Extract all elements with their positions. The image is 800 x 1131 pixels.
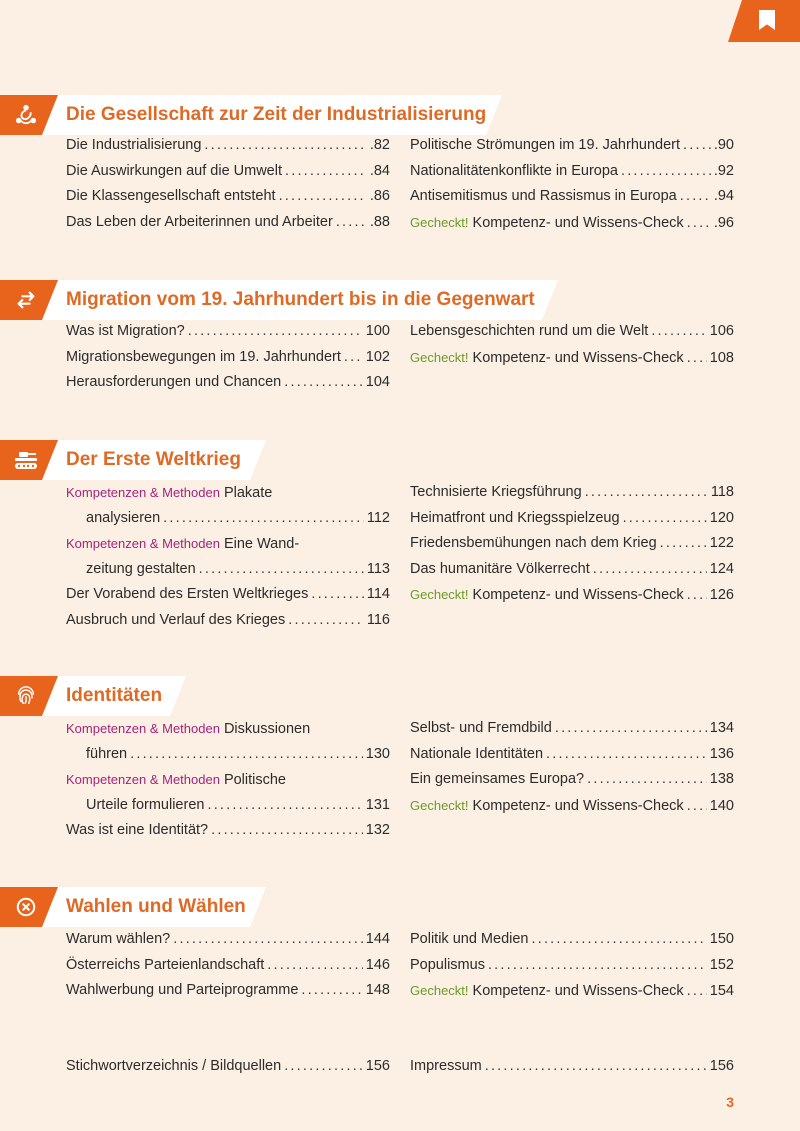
toc-entry[interactable]: führen ..... 130: [66, 742, 390, 768]
toc-entry-method[interactable]: Kompetenzen & Methoden Politische: [66, 772, 286, 789]
bookmark-tab[interactable]: [728, 0, 800, 42]
toc-entry[interactable]: Der Vorabend des Ersten Weltkrieges ..... 114: [66, 582, 390, 608]
toc-entry[interactable]: Technisierte Kriegsführung ..... 118: [410, 480, 734, 506]
kompetenzen-tag: Kompetenzen & Methoden: [66, 536, 220, 552]
gecheckt-tag: Gecheckt!: [410, 587, 469, 603]
toc-entry[interactable]: Österreichs Parteienlandschaft ..... 146: [66, 953, 390, 979]
toc-entry-impressum[interactable]: Impressum ..... 156: [410, 1054, 734, 1080]
toc-entry[interactable]: Das Leben der Arbeiterinnen und Arbeiter ..... .88: [66, 210, 390, 236]
fingerprint-icon: [14, 684, 38, 708]
toc-entry[interactable]: Was ist Migration? ..... 100: [66, 319, 390, 345]
section-migration: [0, 280, 800, 391]
toc-entry[interactable]: Populismus ..... 152: [410, 953, 734, 979]
section-title: Der Erste Weltkrieg: [66, 449, 241, 470]
toc-entry[interactable]: Urteile formulieren ..... 131: [66, 793, 390, 819]
toc-entry-index[interactable]: Stichwortverzeichnis / Bildquellen ..... 156: [66, 1054, 390, 1080]
section-wahlen: [0, 887, 800, 1000]
toc-entry-check[interactable]: Gecheckt! Kompetenz- und Wissens-Check ..... .96: [410, 210, 734, 236]
section-title: Die Gesellschaft zur Zeit der Industrialisierung: [66, 104, 487, 125]
section-header: [0, 95, 800, 135]
toc-entry[interactable]: Herausforderungen und Chancen ..... 104: [66, 370, 390, 396]
bookmark-icon: [759, 10, 775, 30]
toc-entry-check[interactable]: Gecheckt! Kompetenz- und Wissens-Check ..... 140: [410, 793, 734, 819]
toc-entry[interactable]: Das humanitäre Völkerrecht ..... 124: [410, 557, 734, 583]
toc-entry-method[interactable]: Kompetenzen & Methoden Plakate: [66, 485, 273, 501]
arrows-exchange-icon: [14, 288, 38, 312]
toc-entry[interactable]: Warum wählen? ..... 144: [66, 927, 390, 953]
toc-entry[interactable]: Politische Strömungen im 19. Jahrhundert ..... .90: [410, 133, 734, 159]
toc-entry[interactable]: Selbst- und Fremdbild ..... 134: [410, 716, 734, 742]
section-header: [0, 280, 800, 320]
gecheckt-tag: Gecheckt!: [410, 983, 469, 999]
toc-entry[interactable]: Antisemitismus und Rassismus in Europa ..... .94: [410, 184, 734, 210]
section-header: [0, 440, 800, 480]
kompetenzen-tag: Kompetenzen & Methoden: [66, 772, 220, 788]
toc-entry[interactable]: Heimatfront und Kriegsspielzeug ..... 120: [410, 506, 734, 532]
kompetenzen-tag: Kompetenzen & Methoden: [66, 721, 220, 736]
section-title: Wahlen und Wählen: [66, 896, 246, 917]
section-weltkrieg: [0, 440, 800, 628]
section-header: [0, 676, 800, 716]
gecheckt-tag: Gecheckt!: [410, 797, 469, 813]
toc-entry[interactable]: Die Industrialisierung ..... .82: [66, 133, 390, 159]
section-identitaeten: [0, 676, 800, 839]
toc-entry-check[interactable]: Gecheckt! Kompetenz- und Wissens-Check ..... 126: [410, 582, 734, 608]
toc-entry[interactable]: Ausbruch und Verlauf des Krieges ..... 116: [66, 608, 390, 634]
toc-entry[interactable]: zeitung gestalten ..... 113: [66, 557, 390, 583]
toc-entry-check[interactable]: Gecheckt! Kompetenz- und Wissens-Check ..... 108: [410, 345, 734, 371]
toc-entry[interactable]: Wahlwerbung und Parteiprogramme ..... 148: [66, 978, 390, 1004]
kompetenzen-tag: Kompetenzen & Methoden: [66, 485, 220, 500]
section-title: Migration vom 19. Jahrhundert bis in die Gegenwart: [66, 289, 535, 310]
toc-entry[interactable]: Ein gemeinsames Europa? ..... 138: [410, 767, 734, 793]
toc-entry[interactable]: Nationalitätenkonflikte in Europa ..... .92: [410, 159, 734, 185]
toc-entry[interactable]: Politik und Medien ..... 150: [410, 927, 734, 953]
toc-entry-method[interactable]: Kompetenzen & Methoden Diskussionen: [66, 721, 311, 737]
toc-entry-check[interactable]: Gecheckt! Kompetenz- und Wissens-Check ..... 154: [410, 978, 734, 1004]
page-number: 3: [726, 1094, 734, 1110]
tank-icon: [14, 448, 38, 472]
toc-entry[interactable]: Die Auswirkungen auf die Umwelt ..... .84: [66, 159, 390, 185]
toc-entry[interactable]: Friedensbemühungen nach dem Krieg ..... 122: [410, 531, 734, 557]
section-title: Identitäten: [66, 685, 163, 706]
toc-entry[interactable]: Migrationsbewegungen im 19. Jahrhundert ..... 102: [66, 345, 390, 371]
gecheckt-tag: Gecheckt!: [410, 349, 469, 365]
toc-entry[interactable]: Was ist eine Identität? ..... 132: [66, 818, 390, 844]
toc-entry[interactable]: Lebensgeschichten rund um die Welt ..... 106: [410, 319, 734, 345]
toc-entry[interactable]: Nationale Identitäten ..... 136: [410, 742, 734, 768]
toc-entry[interactable]: Die Klassengesellschaft entsteht ..... .86: [66, 184, 390, 210]
people-network-icon: [14, 103, 38, 127]
section-header: [0, 887, 800, 927]
toc-entry[interactable]: analysieren ..... 112: [66, 506, 390, 532]
section-industrialisierung: [0, 95, 800, 231]
gecheckt-tag: Gecheckt!: [410, 214, 469, 230]
ballot-x-circle-icon: [14, 895, 38, 919]
toc-entry-method[interactable]: Kompetenzen & Methoden Eine Wand-: [66, 536, 300, 553]
